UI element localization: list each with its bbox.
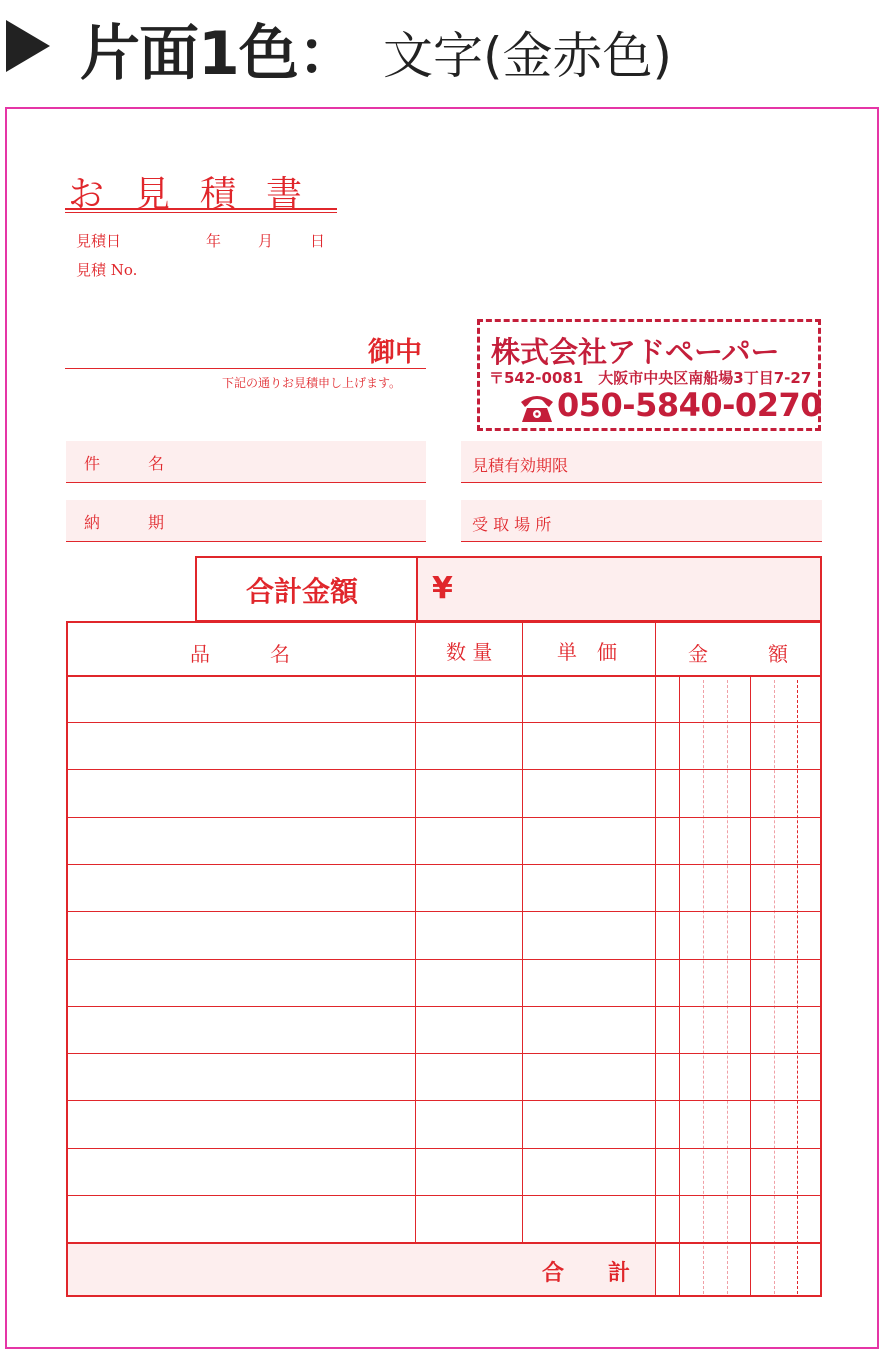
subject-label: 件 名: [84, 454, 165, 473]
yen-symbol: ¥: [432, 571, 453, 606]
header-title-subtitle: 文字(金赤色): [383, 27, 673, 85]
validity-label: 見積有効期限: [472, 456, 569, 475]
table-row: [66, 769, 822, 770]
col-price-header: 単 価: [557, 640, 617, 664]
month-label: 月: [258, 232, 274, 250]
col-qty-header: 数 量: [446, 640, 493, 664]
table-header-divider: [66, 675, 822, 677]
year-label: 年: [206, 232, 222, 250]
telephone-icon: [519, 392, 555, 424]
table-row: [66, 722, 822, 723]
play-arrow-icon: [6, 20, 50, 72]
col-divider-qty: [522, 621, 523, 1243]
col-item-header: 品 名: [190, 642, 290, 666]
col-amount-header: 金 額: [688, 642, 788, 666]
title-underline: [65, 208, 337, 210]
table-row: [66, 959, 822, 960]
table-row: [66, 817, 822, 818]
table-row: [66, 864, 822, 865]
amount-digit-dash-2: [727, 680, 728, 1294]
document-title: お見積書: [68, 174, 333, 215]
delivery-label: 納 期: [84, 513, 165, 532]
table-row: [66, 1100, 822, 1101]
total-amount-label: 合計金額: [246, 575, 359, 608]
closing-note: 下記の通りお見積申し上げます。: [222, 376, 402, 390]
table-footer-divider: [66, 1242, 822, 1244]
amount-digit-dash-1: [703, 680, 704, 1294]
total-amount-divider: [416, 556, 418, 622]
table-row: [66, 1006, 822, 1007]
company-name: 株式会社アドペーパー: [491, 335, 780, 369]
amount-digit-dash-4: [797, 680, 798, 1294]
place-label: 受 取 場 所: [472, 515, 552, 534]
day-label: 日: [310, 232, 326, 250]
date-label: 見積日: [76, 232, 122, 250]
table-footer-total-label: 合 計: [542, 1260, 631, 1286]
total-amount-value-area: [417, 558, 820, 620]
col-divider-item: [415, 621, 416, 1243]
recipient-line: [65, 368, 426, 369]
estimate-number-label: 見積 No.: [76, 261, 138, 279]
amount-digit-line-2: [750, 677, 751, 1297]
header-title-bold: 片面1色：: [80, 19, 357, 89]
title-underline-inner: [65, 212, 337, 213]
amount-digit-dash-3: [774, 680, 775, 1294]
table-row: [66, 1148, 822, 1149]
table-row: [66, 1195, 822, 1196]
amount-digit-line-1: [679, 677, 680, 1297]
company-telephone: 050-5840-0270: [557, 386, 822, 424]
table-row: [66, 1053, 822, 1054]
onchu-label: 御中: [368, 337, 422, 368]
company-address: 〒542-0081 大阪市中央区南船場3丁目7-27: [489, 369, 812, 387]
table-row: [66, 911, 822, 912]
